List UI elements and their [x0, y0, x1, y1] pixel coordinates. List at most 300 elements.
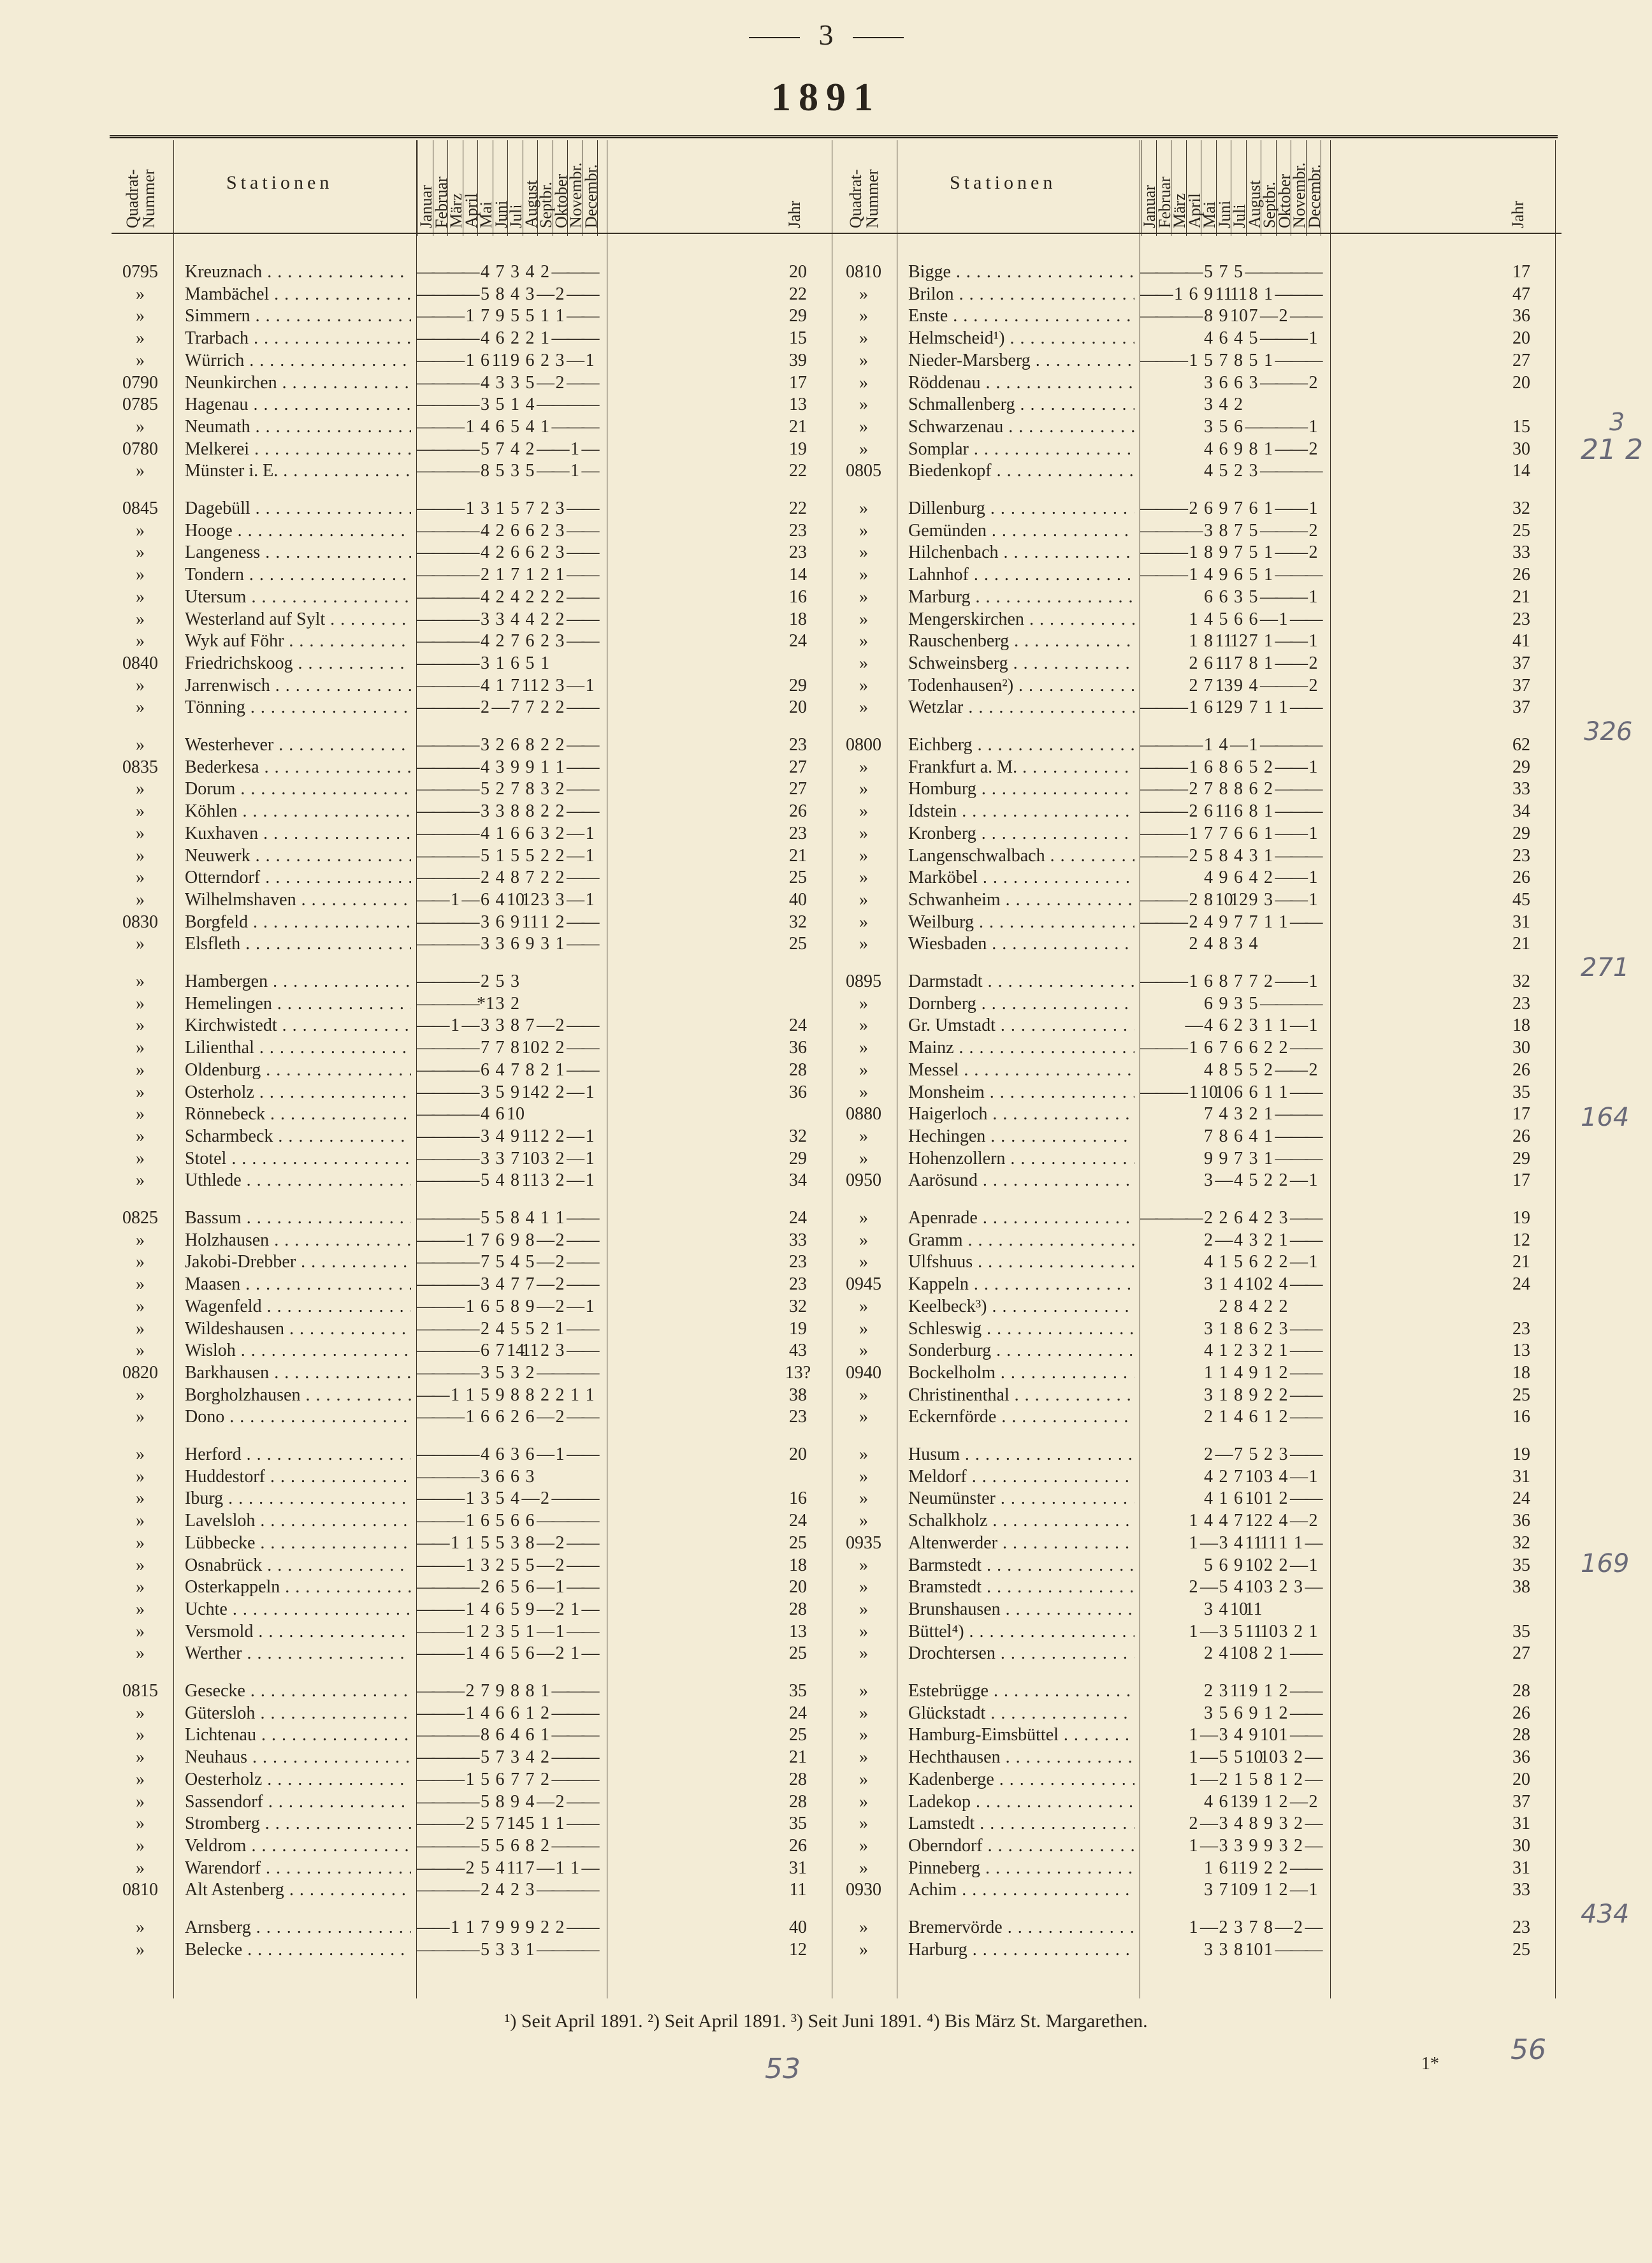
quad-number: »: [859, 697, 868, 718]
year-total: 20: [1512, 1769, 1530, 1789]
month-value: —: [1290, 735, 1308, 755]
month-value: 2: [1279, 1362, 1288, 1383]
stations-header: Stationen: [950, 172, 1057, 193]
month-value: —: [537, 1858, 554, 1878]
month-value: 2: [540, 1059, 549, 1080]
quad-number: »: [859, 1577, 868, 1597]
month-value: 5: [495, 1511, 505, 1531]
month-value: —: [551, 262, 570, 282]
month-value: 1: [495, 845, 505, 866]
year-total: 17: [1512, 1170, 1530, 1191]
month-value: —: [431, 1703, 450, 1723]
table-row: [835, 1103, 1561, 1125]
month-value: 8: [1204, 306, 1213, 326]
month-value: 8: [1219, 779, 1228, 799]
quad-number: »: [859, 416, 868, 437]
month-value: 2: [1308, 1059, 1318, 1080]
year-total: 36: [1512, 1747, 1530, 1768]
quad-number: »: [136, 542, 145, 563]
year-total: 19: [1512, 1444, 1530, 1464]
month-value: 3: [1204, 1939, 1213, 1960]
table-row: [835, 1680, 1561, 1702]
year-total: 32: [789, 1296, 807, 1316]
quad-number: »: [859, 1296, 868, 1316]
month-value: 9: [1204, 1148, 1213, 1168]
month-value: 2: [555, 1148, 565, 1168]
month-value: —: [447, 1444, 465, 1464]
table-row: [835, 1879, 1561, 1901]
month-value: —: [1305, 1208, 1323, 1228]
month-value: —: [1200, 1621, 1218, 1641]
table-row: [112, 993, 838, 1015]
year-total: 30: [1512, 439, 1530, 459]
month-value: —: [431, 1341, 450, 1361]
month-value: —: [551, 1747, 570, 1768]
table-row: [835, 1466, 1561, 1488]
month-value: 8: [511, 1385, 519, 1405]
month-value: —: [1155, 284, 1173, 304]
station-cell: [185, 1703, 411, 1724]
station-name: Herford . . .: [185, 1444, 411, 1464]
year-total: 27: [1512, 350, 1530, 370]
month-value: 14: [507, 1341, 525, 1361]
month-value: —: [581, 1858, 600, 1878]
month-value: 6: [511, 1703, 519, 1723]
month-value: 6: [1219, 439, 1228, 459]
table-row: [835, 350, 1561, 372]
month-value: 4: [481, 675, 489, 695]
month-value: —: [1305, 1769, 1323, 1789]
table-row: [835, 1724, 1561, 1746]
station-cell: [908, 586, 1134, 608]
month-value: —: [1305, 697, 1323, 718]
month-value: 8: [1264, 1917, 1273, 1937]
month-value: —: [1290, 284, 1308, 304]
table-row: [835, 933, 1561, 955]
month-value: 1: [1264, 542, 1273, 563]
month-value: 6: [525, 542, 535, 563]
month-value: 7: [1219, 262, 1228, 282]
station-name: Apenrade . . .: [908, 1208, 1134, 1228]
month-value: —: [551, 1725, 570, 1745]
month-value: 1: [1264, 1104, 1273, 1124]
month-value: —: [447, 372, 465, 393]
month-value: —: [1140, 1208, 1158, 1228]
month-value: 5: [495, 1208, 505, 1228]
month-value: 2: [1204, 1681, 1213, 1701]
month-value: —: [567, 1681, 584, 1701]
year-total: 24: [789, 1703, 807, 1723]
month-value: 3: [495, 1621, 505, 1641]
month-value: 2: [1308, 675, 1318, 695]
month-value: 5: [495, 1296, 505, 1316]
station-name: Veldrom . . .: [185, 1836, 411, 1856]
month-value: —: [417, 1208, 435, 1228]
table-header: [112, 140, 838, 234]
month-value: 2: [1264, 757, 1273, 777]
month-value: 8: [481, 1725, 489, 1745]
year-total: 31: [1512, 912, 1530, 932]
station-cell: [185, 1813, 411, 1835]
month-value: 3: [495, 1939, 505, 1960]
quad-number: »: [136, 1577, 145, 1597]
month-value: 1: [540, 416, 549, 437]
month-value: 2: [1189, 1577, 1198, 1597]
month-value: 2: [1219, 1917, 1228, 1937]
station-cell: [185, 1791, 411, 1813]
station-cell: [185, 1879, 411, 1901]
station-cell: [185, 1939, 411, 1961]
month-value: —: [1275, 675, 1293, 695]
month-value: —: [1260, 416, 1278, 437]
month-value: 8: [511, 801, 519, 822]
month-value: —: [461, 1148, 480, 1168]
month-value: 7: [1249, 631, 1258, 651]
month-value: —: [1290, 1059, 1308, 1080]
month-value: —: [581, 1444, 600, 1464]
month-value: —: [431, 1015, 450, 1036]
month-value: 1: [1294, 1532, 1303, 1553]
month-value: —: [447, 779, 465, 799]
station-name: Schleswig . . .: [908, 1319, 1134, 1339]
table-row: [835, 1148, 1561, 1170]
table-row: [835, 328, 1561, 349]
month-value: 3: [481, 609, 489, 629]
month-value: 5: [1234, 262, 1243, 282]
year-total: 40: [789, 1917, 807, 1937]
month-value: 6: [1204, 498, 1213, 518]
month-value: 1: [1219, 1362, 1228, 1383]
month-value: —: [431, 1747, 450, 1768]
signature-mark: 1*: [1421, 2054, 1439, 2074]
month-value: 3: [495, 993, 505, 1014]
month-value: —: [1155, 779, 1173, 799]
month-value: 2: [540, 735, 549, 755]
month-value: —: [431, 1208, 450, 1228]
station-cell: [185, 1148, 411, 1170]
month-value: —: [567, 779, 584, 799]
month-value: —: [431, 1230, 450, 1250]
month-value: 9: [511, 912, 519, 932]
month-value: 1: [451, 1532, 460, 1553]
year-total: 21: [789, 416, 807, 437]
station-cell: [185, 350, 411, 372]
pencil-note: 53: [765, 2053, 801, 2085]
month-value: —: [417, 1385, 435, 1405]
month-value: 4: [495, 868, 505, 888]
month-value: 7: [1234, 653, 1243, 673]
table-row: [835, 993, 1561, 1015]
month-value: 11: [521, 912, 539, 932]
month-value: 1: [1279, 609, 1288, 629]
station-name: Stromberg . . .: [185, 1814, 411, 1833]
month-value: —: [447, 328, 465, 349]
month-value: —: [1305, 1082, 1323, 1102]
month-value: 6: [1219, 1858, 1228, 1878]
quad-number: 0800: [846, 735, 881, 755]
month-value: 10: [1245, 1555, 1263, 1575]
station-name: Gramm . . .: [908, 1230, 1134, 1250]
station-cell: [908, 1170, 1134, 1191]
month-value: —: [447, 934, 465, 954]
month-value: 3: [525, 1466, 535, 1487]
month-value: —: [461, 1318, 480, 1339]
month-value: —: [1275, 971, 1293, 991]
station-name: Warendorf . . .: [185, 1858, 411, 1878]
month-value: —: [1260, 306, 1278, 326]
station-cell: [185, 1103, 411, 1125]
month-value: 4: [1249, 934, 1258, 954]
month-value: 1: [1189, 757, 1198, 777]
month-value: —: [1275, 1917, 1293, 1937]
month-value: 1: [1264, 1939, 1273, 1960]
month-value: —: [1155, 542, 1173, 563]
year-total: 43: [789, 1341, 807, 1361]
month-value: 7: [1204, 823, 1213, 843]
station-cell: [185, 845, 411, 867]
month-value: —: [447, 1703, 465, 1723]
month-value: 1: [451, 1015, 460, 1036]
month-value: —: [431, 1599, 450, 1619]
month-value: —: [1260, 262, 1278, 282]
month-value: 5: [1219, 416, 1228, 437]
month-value: 8: [1219, 1059, 1228, 1080]
month-value: 2: [555, 1599, 565, 1619]
month-value: —: [1290, 697, 1308, 718]
month-value: 3: [1234, 993, 1243, 1014]
station-cell: [908, 1555, 1134, 1576]
station-name: Wiesbaden . . .: [908, 934, 1134, 954]
quad-number: »: [859, 845, 868, 866]
month-value: 3: [481, 653, 489, 673]
month-value: 1: [525, 1703, 535, 1723]
quad-number: »: [136, 328, 145, 349]
month-value: —: [417, 1555, 435, 1575]
quad-number: »: [859, 498, 868, 518]
table-row: [112, 1296, 838, 1318]
month-value: —: [431, 461, 450, 481]
month-value: —: [417, 1252, 435, 1272]
station-name: Borgfeld . . .: [185, 912, 411, 932]
month-value: —: [1155, 1038, 1173, 1058]
station-cell: [908, 1680, 1134, 1702]
month-value: 10: [1230, 306, 1248, 326]
station-name: Brunshausen . . .: [908, 1599, 1134, 1619]
month-value: 6: [481, 889, 489, 910]
station-name: Mainz . . .: [908, 1038, 1134, 1058]
month-value: 4: [495, 889, 505, 910]
month-value: —: [1275, 801, 1293, 822]
month-value: —: [1185, 262, 1203, 282]
month-value: 1: [585, 823, 595, 843]
month-value: —: [1305, 779, 1323, 799]
month-value: 9: [1204, 284, 1213, 304]
month-value: 1: [1174, 284, 1183, 304]
month-value: 1: [585, 845, 595, 866]
month-value: 4: [481, 1703, 489, 1723]
month-value: 3: [555, 350, 565, 370]
month-value: 9: [511, 1230, 519, 1250]
quad-number: »: [859, 1643, 868, 1664]
month-value: 6: [495, 1444, 505, 1464]
month-value: —: [537, 1939, 554, 1960]
month-value: 10: [1245, 1466, 1263, 1487]
month-value: —: [461, 868, 480, 888]
table-row: [835, 1813, 1561, 1835]
month-value: —: [1305, 1341, 1323, 1361]
month-value: 1: [585, 1082, 595, 1102]
month-value: —: [417, 1599, 435, 1619]
month-value: 4: [1204, 565, 1213, 585]
table-row: [112, 1362, 838, 1384]
year-total: 21: [789, 845, 807, 866]
month-value: 6: [481, 1341, 489, 1361]
month-value: 5: [1249, 586, 1258, 607]
month-value: 2: [1264, 1059, 1273, 1080]
year-total: 23: [1512, 993, 1530, 1014]
month-value: 8: [525, 801, 535, 822]
month-value: 9: [1219, 498, 1228, 518]
month-value: 2: [555, 1230, 565, 1250]
month-value: 11: [1230, 1858, 1247, 1878]
station-name: Mengerskirchen . . .: [908, 609, 1134, 629]
month-value: —: [431, 1274, 450, 1295]
month-value: —: [1260, 328, 1278, 349]
month-value: 9: [1219, 912, 1228, 932]
month-value: 3: [1204, 1318, 1213, 1339]
station-cell: [185, 305, 411, 327]
month-value: —: [581, 565, 600, 585]
month-value: 5: [525, 845, 535, 866]
table-row: [112, 460, 838, 482]
month-value: 2: [1264, 1252, 1273, 1272]
month-value: 2: [540, 845, 549, 866]
month-value: —: [1290, 1015, 1308, 1036]
year-total: 29: [789, 675, 807, 695]
month-value: 2: [525, 439, 535, 459]
table-row: [835, 1510, 1561, 1532]
month-value: —: [417, 1015, 435, 1036]
month-value: —: [447, 1599, 465, 1619]
year-total: 36: [1512, 1511, 1530, 1531]
month-value: 9: [1234, 697, 1243, 718]
month-value: 1: [1189, 1725, 1198, 1745]
quad-number: »: [136, 697, 145, 718]
year-total: 35: [789, 1681, 807, 1701]
station-cell: [185, 1466, 411, 1488]
month-header: Mai: [1200, 201, 1219, 228]
month-value: —: [537, 1621, 554, 1641]
month-value: 6: [525, 823, 535, 843]
month-value: 2: [1204, 1407, 1213, 1427]
month-value: —: [431, 1643, 450, 1664]
month-value: —: [581, 1059, 600, 1080]
month-value: 9: [1234, 439, 1243, 459]
month-value: 5: [525, 372, 535, 393]
table-row: [835, 1170, 1561, 1191]
month-value: 2: [1308, 1791, 1318, 1812]
month-value: 3: [511, 262, 519, 282]
month-value: —: [1290, 498, 1308, 518]
month-value: 12: [1215, 697, 1233, 718]
month-value: 1: [1279, 1015, 1288, 1036]
table-row: [112, 1791, 838, 1813]
month-value: —: [1245, 262, 1263, 282]
month-value: —: [461, 328, 480, 349]
month-value: —: [431, 653, 450, 673]
month-value: —: [447, 609, 465, 629]
month-value: 2: [540, 520, 549, 541]
table-row: [835, 305, 1561, 327]
month-value: —: [461, 735, 480, 755]
quad-number: 0795: [122, 262, 158, 282]
month-value: 5: [495, 1532, 505, 1553]
month-value: 12: [1230, 631, 1248, 651]
month-value: —: [417, 993, 435, 1014]
month-value: —: [581, 1769, 600, 1789]
month-value: 1: [1189, 1511, 1198, 1531]
month-value: —: [431, 1681, 450, 1701]
station-name: Kappeln . . .: [908, 1274, 1134, 1294]
quad-number: »: [136, 306, 145, 326]
month-value: —: [1170, 889, 1188, 910]
table-row: [835, 542, 1561, 564]
month-value: —: [567, 1791, 584, 1812]
month-value: —: [567, 306, 584, 326]
month-value: 11: [491, 350, 509, 370]
station-cell: [908, 1274, 1134, 1295]
month-value: 3: [1264, 889, 1273, 910]
month-value: 1: [1219, 1274, 1228, 1295]
quad-number: »: [859, 395, 868, 415]
month-value: 2: [555, 1126, 565, 1146]
month-value: —: [431, 697, 450, 718]
month-value: —: [1305, 1858, 1323, 1878]
month-value: —: [461, 1274, 480, 1295]
month-value: —: [1290, 461, 1308, 481]
year-total: 14: [1512, 461, 1530, 481]
station-name: Lichtenau . . .: [185, 1725, 411, 1745]
month-value: 1: [1308, 1170, 1318, 1191]
month-value: 5: [495, 1835, 505, 1856]
station-name: Gemünden . . .: [908, 521, 1134, 541]
month-value: 2: [1264, 971, 1273, 991]
month-value: —: [537, 1407, 554, 1427]
quad-number: »: [859, 1725, 868, 1745]
month-value: —: [567, 1082, 584, 1102]
month-value: 9: [1249, 1880, 1258, 1900]
month-value: —: [431, 565, 450, 585]
station-cell: [185, 498, 411, 520]
station-name: Osterkappeln . . .: [185, 1577, 411, 1597]
table-row: [835, 1126, 1561, 1147]
month-header: März: [447, 193, 465, 228]
table-row: [835, 1230, 1561, 1251]
month-value: 2: [1279, 1880, 1288, 1900]
month-value: 4: [525, 416, 535, 437]
station-cell: [908, 350, 1134, 372]
month-value: 1: [465, 1769, 475, 1789]
month-value: —: [447, 1466, 465, 1487]
month-value: —: [1275, 757, 1293, 777]
month-value: —: [1170, 498, 1188, 518]
month-value: 4: [1234, 845, 1243, 866]
table-row: [835, 460, 1561, 482]
month-value: —: [417, 1274, 435, 1295]
quad-number: »: [859, 520, 868, 541]
station-cell: [908, 675, 1134, 697]
month-value: —: [417, 1621, 435, 1641]
